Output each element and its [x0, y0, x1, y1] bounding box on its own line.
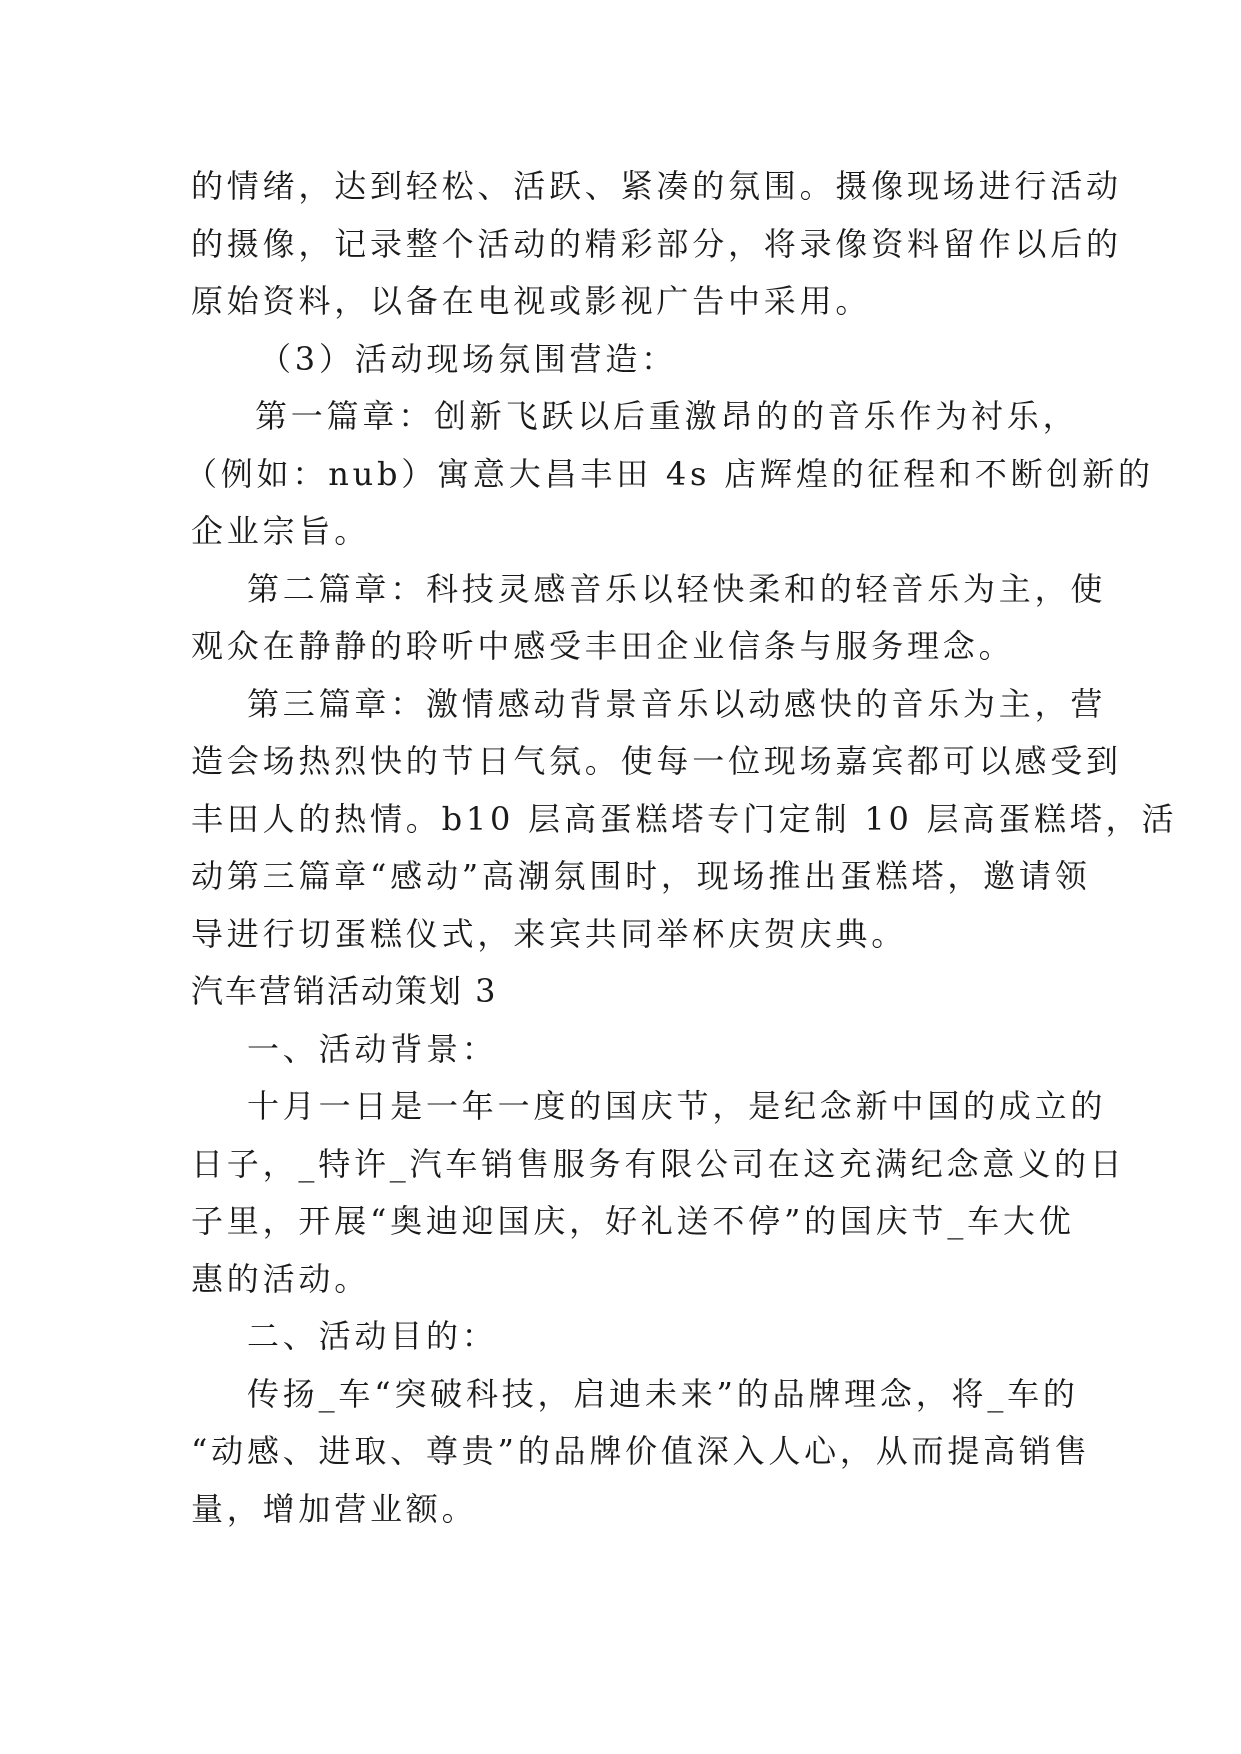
paragraph-line: 企业宗旨。 — [191, 512, 371, 550]
paragraph-line: 的情绪，达到轻松、活跃、紧凑的氛围。摄像现场进行活动 — [191, 167, 1122, 205]
paragraph-line: 造会场热烈快的节日气氛。使每一位现场嘉宾都可以感受到 — [191, 742, 1122, 780]
paragraph-line: 第三篇章：激情感动背景音乐以动感快的音乐为主，营 — [247, 684, 1107, 723]
section-heading: 一、活动背景： — [247, 1029, 498, 1068]
paragraph-line: （例如：nub）寓意大昌丰田 4s 店辉煌的征程和不断创新的 — [185, 454, 1154, 493]
paragraph-line: 导进行切蛋糕仪式，来宾共同举杯庆贺庆典。 — [191, 914, 908, 953]
paragraph-line: 的摄像，记录整个活动的精彩部分，将录像资料留作以后的 — [191, 224, 1122, 263]
paragraph-line: 量，增加营业额。 — [191, 1489, 478, 1528]
document-body — [185, 158, 1178, 1538]
paragraph-line: 动第三篇章“感动”高潮氛围时，现场推出蛋糕塔，邀请领 — [191, 857, 1091, 895]
paragraph-line: 第二篇章：科技灵感音乐以轻快柔和的轻音乐为主，使 — [247, 569, 1107, 608]
section-heading: （3）活动现场氛围营造： — [259, 339, 677, 378]
section-heading: 二、活动目的： — [247, 1317, 498, 1355]
paragraph-line: 传扬_车“突破科技，启迪未来”的品牌理念，将_车的 — [247, 1374, 1079, 1413]
paragraph-line: 子里，开展“奥迪迎国庆，好礼送不停”的国庆节_车大优 — [191, 1202, 1075, 1240]
paragraph-line: 原始资料，以备在电视或影视广告中采用。 — [191, 282, 872, 320]
paragraph-line: 丰田人的热情。b10 层高蛋糕塔专门定制 10 层高蛋糕塔，活 — [191, 799, 1178, 838]
paragraph-line: 惠的活动。 — [191, 1259, 371, 1298]
document-title: 汽车营销活动策划 3 — [191, 972, 498, 1010]
paragraph-line: 第一篇章：创新飞跃以后重激昂的的音乐作为衬乐， — [255, 397, 1079, 435]
paragraph-line: 观众在静静的聆听中感受丰田企业信条与服务理念。 — [191, 627, 1015, 665]
paragraph-line: “动感、进取、尊贵”的品牌价值深入人心，从而提高销售 — [191, 1432, 1091, 1470]
paragraph-line: 十月一日是一年一度的国庆节，是纪念新中国的成立的 — [247, 1087, 1107, 1125]
paragraph-line: 日子，_特许_汽车销售服务有限公司在这充满纪念意义的日 — [191, 1144, 1126, 1183]
